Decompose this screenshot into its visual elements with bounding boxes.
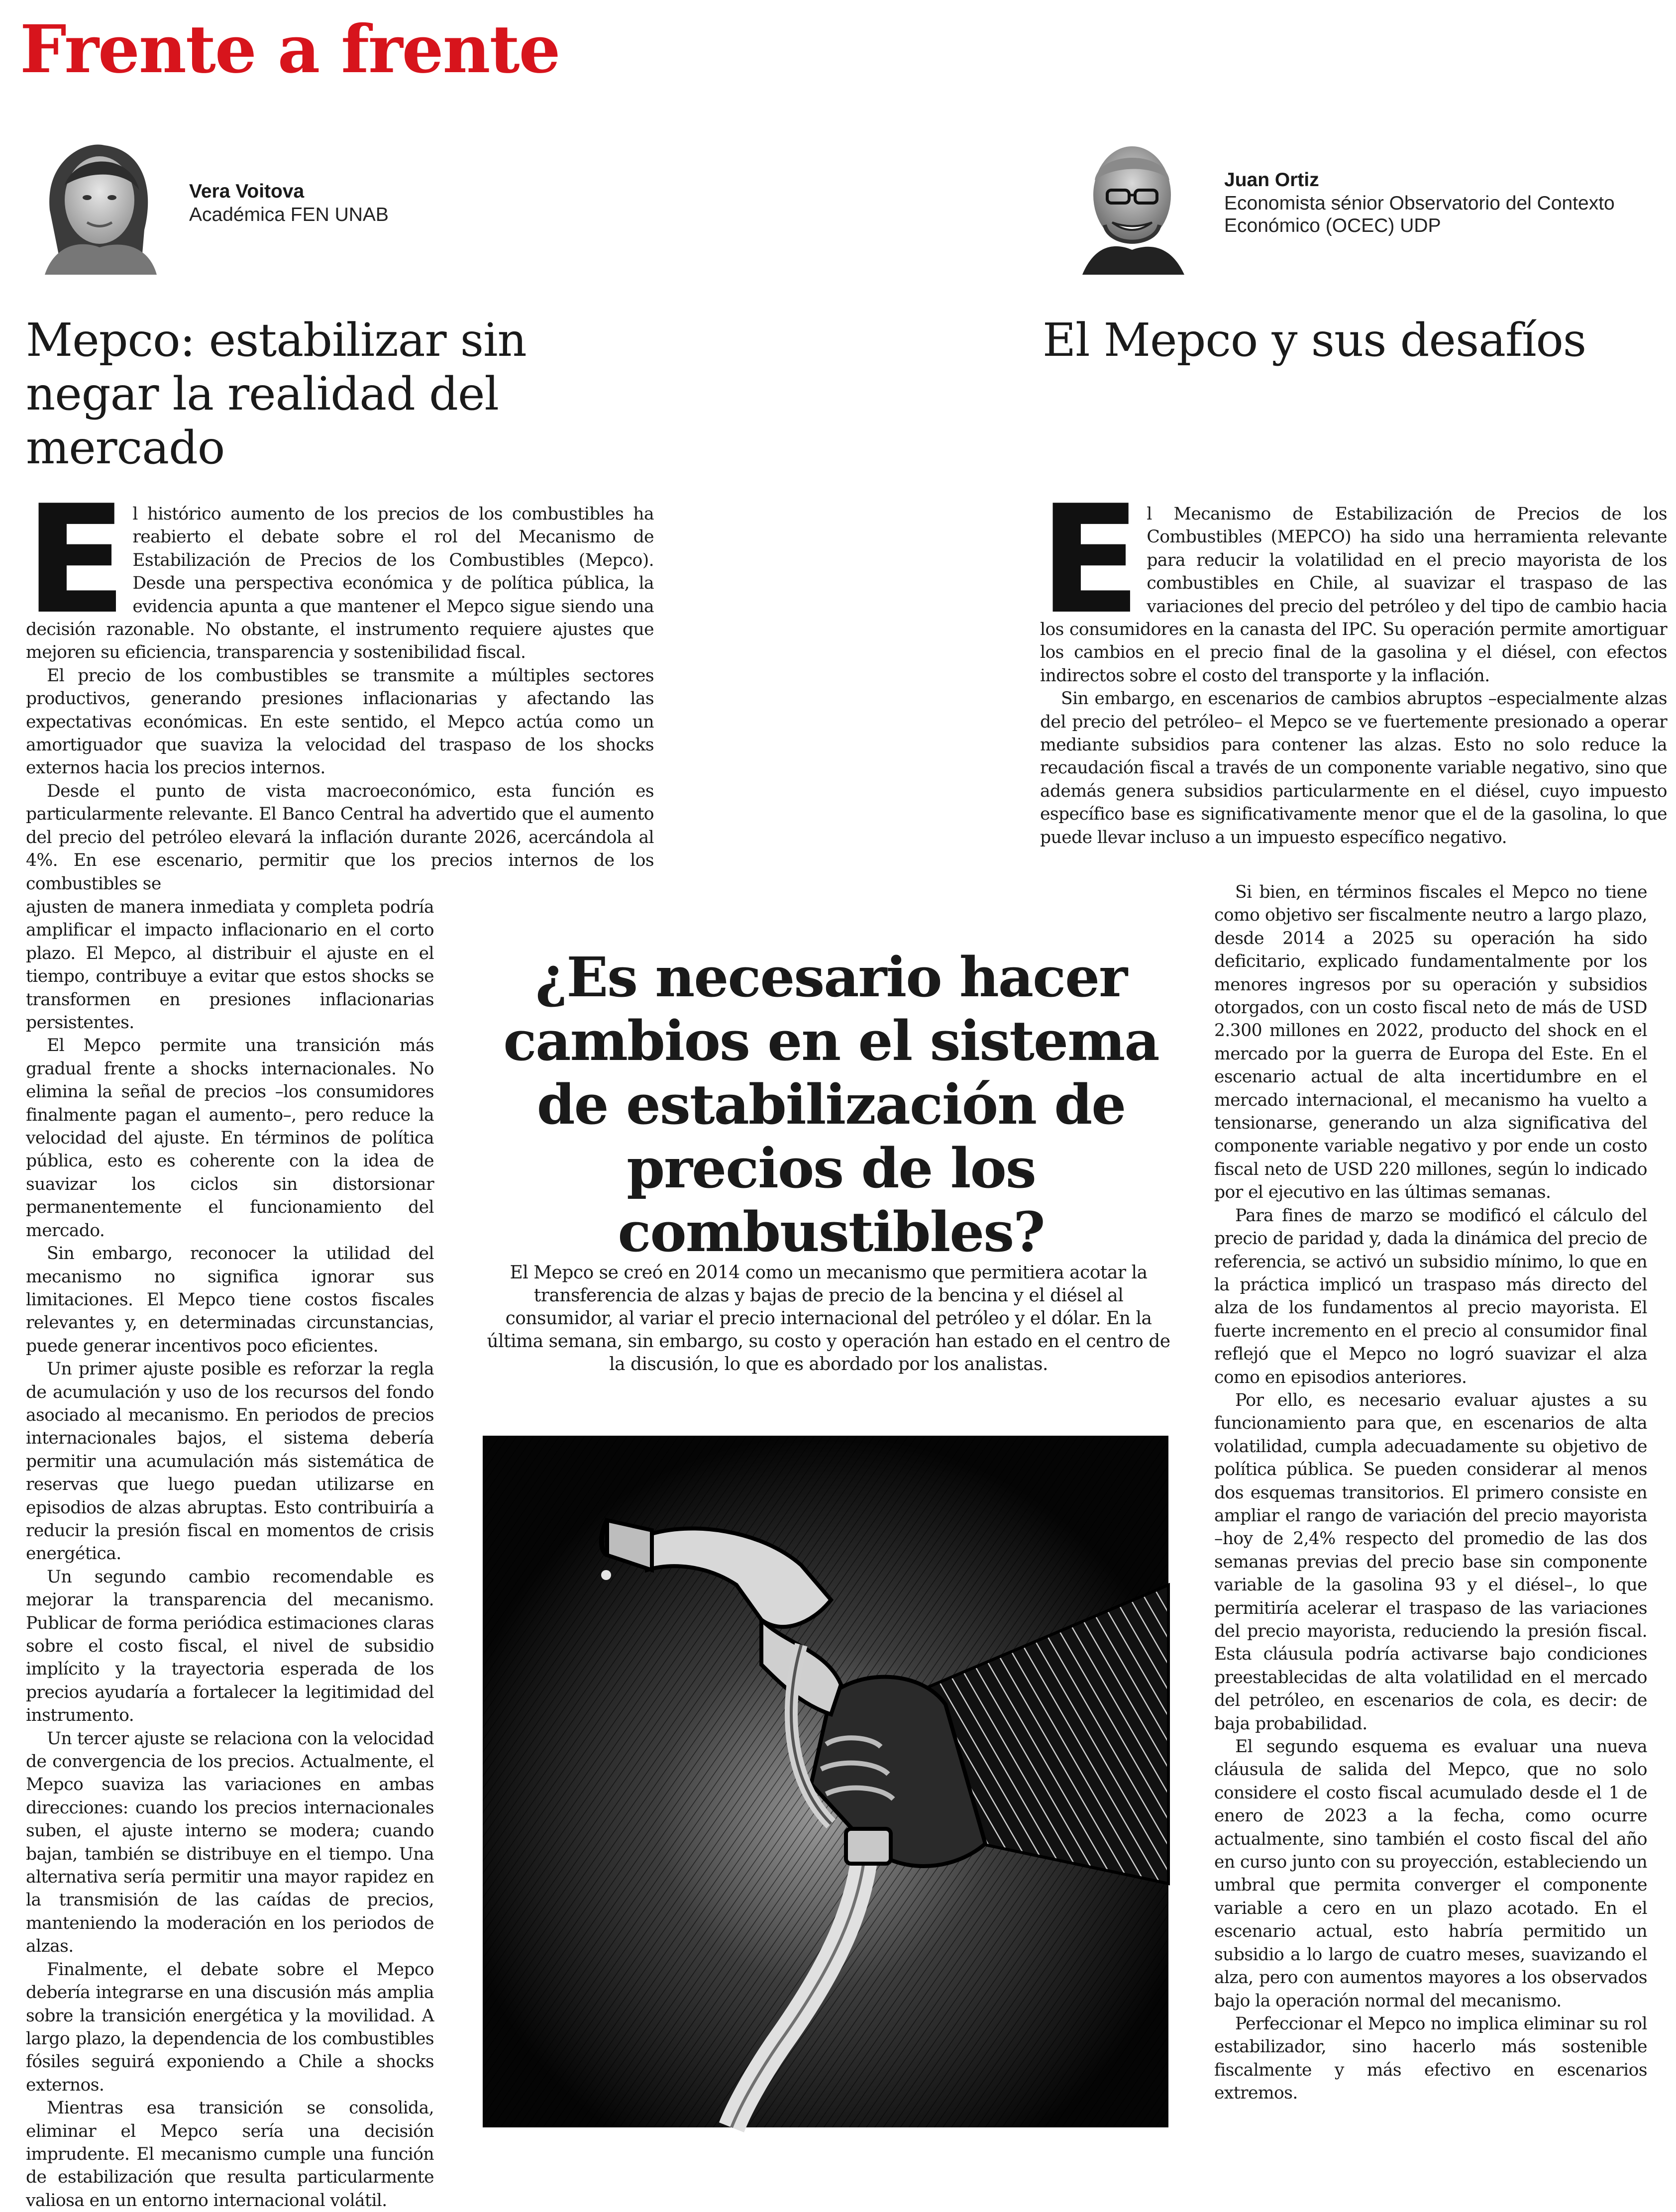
headline-left: Mepco: estabilizar sin negar la realidad del mercado <box>26 314 526 474</box>
author-name: Juan Ortiz <box>1224 169 1319 191</box>
paragraph: Sin embargo, reconocer la utilidad del mecanismo no significa ignorar sus limitaciones. El Mepco tiene costos fiscales relevantes y, en determinadas circunstancias, puede generar incentivos poco eficientes. <box>26 1244 434 1356</box>
paragraph: ajusten de manera inmediata y completa podría amplificar el impacto inflacionario en el corto plazo. El Mepco, al distribuir el ajuste en el tiempo, contribuye a evitar que estos shocks se transformen en presiones inflacionarias persistentes. <box>26 897 434 1033</box>
paragraph: Para fines de marzo se modificó el cálculo del precio de paridad y, dada la dinámica del precio de referencia, se activó un subsidio mínimo, lo que en la práctica implicó un traspaso más directo del alza de los fundamentos al precio mayorista. El fuerte incremento en el precio al consumidor final reflejó que el Mepco no logró suavizar el alza como en episodios anteriores. <box>1214 1205 1647 1387</box>
paragraph: Sin embargo, en escenarios de cambios abruptos –especialmente alzas del precio del petróleo– el Mepco se ve fuertemente presionado a operar mediante subsidios para contener las alzas. Esto no solo reduce la recaudación fiscal a través de un componente variable negativo, sino que además genera subsidios particularmente en el diésel, cuyo impuesto específico base es significativamente menor que el de la gasolina, lo que puede llevar incluso a un impuesto específico negativo. <box>1040 689 1667 847</box>
paragraph: El segundo esquema es evaluar una nueva cláusula de salida del Mepco, que no solo considere el costo fiscal acumulado desde el 1 de enero de 2023 a la fecha, como ocurre actualmente, sino también el costo fiscal del año en curso junto con su proyección, estableciendo un umbral que permita converger el componente variable a cero en un plazo acotado. En el escenario actual, esto habría permitido un subsidio a lo largo de cuatro meses, suavizando el alza, pero con aumentos mayores a los observados bajo la operación normal del mecanismo. <box>1214 1737 1647 2011</box>
right-article-top <box>1039 473 1667 849</box>
paragraph: Un primer ajuste posible es reforzar la regla de acumulación y uso de los recursos del fondo asociado al mecanismo. En periodos de precios internacionales bajos, el sistema debería permitir una acumulación más sistemática de reservas que luego puedan utilizarse en episodios de alzas abruptas. Esto contribuiría a reducir la presión fiscal en momentos de crisis energética. <box>26 1359 434 1564</box>
paragraph: El Mecanismo de Estabilización de Precios de los Combustibles (MEPCO) ha sido una herramienta relevante para reducir la volatilidad en el precio mayorista de los combustibles en Chile, al suavizar el traspaso de las variaciones del precio del petróleo y del tipo de cambio hacia los consumidores en la canasta del IPC. Su operación permite amortiguar los cambios en el precio final de la gasolina y el diésel, con efectos indirectos sobre el costo del transporte y la inflación. <box>1039 473 1667 686</box>
debate-lead: El Mepco se creó en 2014 como un mecanismo que permitiera acotar la transferencia de alzas y bajas de precio de la bencina y el diésel al consumidor, al variar el precio internacional del petróleo y el dólar. En la última semana, sin embargo, su costo y operación han estado en el centro de la discusión, lo que es abordado por los analistas. <box>487 1263 1170 1374</box>
paragraph: Perfeccionar el Mepco no implica eliminar su rol estabilizador, sino hacerlo más sostenible fiscalmente y más efectivo en escenarios extremos. <box>1214 2013 1647 2104</box>
paragraph: Por ello, es necesario evaluar ajustes a su funcionamiento para que, en escenarios de alta volatilidad, cumpla adecuadamente su objetivo de política pública. Se pueden considerar al menos dos esquemas transitorios. El primero consiste en ampliar el rango de variación del precio mayorista –hoy de 2,4% respecto del promedio de las dos semanas previas del precio base sin componente variable de la gasolina 93 y el diésel–, lo que permitiría acelerar el traspaso de las variaciones del precio mayorista, reduciendo la presión fiscal. Esta cláusula podría activarse bajo condiciones preestablecidas de alta volatilidad en el mercado del petróleo, en escenarios de cola, es decir: de baja probabilidad. <box>1214 1390 1647 1734</box>
paragraph: El precio de los combustibles se transmite a múltiples sectores productivos, generando presiones inflacionarias y afectando las expectativas económicas. En este sentido, el Mepco actúa como un amortiguador que suaviza la velocidad del traspaso de los shocks externos hacia los precios internos. <box>26 665 654 778</box>
dropcap: E <box>25 473 127 647</box>
paragraph: Finalmente, el debate sobre el Mepco debería integrarse en una discusión más amplia sobre la transición energética y la movilidad. A largo plazo, la dependencia de los combustibles fósiles seguirá exponiendo a Chile a shocks externos. <box>26 1959 434 2095</box>
headline-right: El Mepco y sus desafíos <box>1043 314 1586 367</box>
author-role: Economista sénior Observatorio del Contexto Económico (OCEC) UDP <box>1224 193 1615 236</box>
paragraph: Un tercer ajuste se relaciona con la velocidad de convergencia de los precios. Actualmente, el Mepco suaviza las variaciones en ambas direcciones: cuando los precios internacionales suben, el ajuste interno se modera; cuando bajan, también se distribuye en el tiempo. Una alternativa sería permitir una mayor rapidez en la transmisión de las caídas de precios, manteniendo la moderación en los periodos de alzas. <box>26 1728 434 1957</box>
portrait-man-icon <box>1065 130 1199 275</box>
dropcap: E <box>1039 473 1141 647</box>
paragraph: Un segundo cambio recomendable es mejorar la transparencia del mecanismo. Publicar de forma periódica estimaciones claras sobre el costo fiscal, el nivel de subsidio implícito y la trayectoria esperada de los precios ayudaría a fortalecer la legitimidad del instrumento. <box>26 1567 434 1726</box>
author-role: Académica FEN UNAB <box>189 204 389 225</box>
left-article-bottom <box>26 896 434 2212</box>
paragraph: El histórico aumento de los precios de los combustibles ha reabierto el debate sobre el rol del Mecanismo de Estabilización de Precios de los Combustibles (Mepco). Desde una perspectiva económica y de política pública, la evidencia apunta a que mantener el Mepco sigue siendo una decisión razonable. No obstante, el instrumento requiere ajustes que mejoren su eficiencia, transparencia y sostenibilidad fiscal. <box>25 473 654 663</box>
author-left <box>30 130 389 275</box>
right-article-bottom <box>1214 881 1647 2105</box>
paragraph: Desde el punto de vista macroeconómico, esta función es particularmente relevante. El Banco Central ha advertido que el aumento del precio del petróleo elevará la inflación durante 2026, acercándola al 4%. En ese escenario, permitir que los precios internos de los combustibles se <box>26 781 654 894</box>
paragraph: Mientras esa transición se consolida, eliminar el Mepco sería una decisión imprudente. El mecanismo cumple una función de estabilización que resulta particularmente valiosa en un entorno internacional volátil. <box>26 2098 434 2211</box>
fuel-nozzle-hand-icon <box>483 1436 1168 2127</box>
debate-question: ¿Es necesario hacer cambios en el sistema de estabilización de precios de los combustibles? <box>503 945 1159 1264</box>
left-article-top <box>25 473 654 895</box>
section-title: Frente a frente <box>20 11 560 88</box>
author-name: Vera Voitova <box>189 180 305 202</box>
portrait-woman-icon <box>30 130 164 275</box>
paragraph: Si bien, en términos fiscales el Mepco no tiene como objetivo ser fiscalmente neutro a largo plazo, desde 2014 a 2025 su operación ha sido deficitario, explicado fundamentalmente por los menores ingresos por su operación y subsidios otorgados, con un costo fiscal neto de más de USD 2.300 millones en 2022, producto del shock en el mercado por la guerra de Europa del Este. En el escenario actual de alta incertidumbre en el mercado internacional, el mecanismo ha vuelto a tensionarse, generando un alza significativa del componente variable negativo y por ende un costo fiscal neto de USD 220 millones, según lo indicado por el ejecutivo en las últimas semanas. <box>1214 882 1647 1203</box>
author-right <box>1065 130 1676 275</box>
paragraph: El Mepco permite una transición más gradual frente a shocks internacionales. No elimina la señal de precios –los consumidores finalmente pagan el aumento–, pero reduce la velocidad del ajuste. En términos de política pública, esto es coherente con la idea de suavizar los ciclos sin distorsionar permanentemente el funcionamiento del mercado. <box>26 1036 434 1241</box>
